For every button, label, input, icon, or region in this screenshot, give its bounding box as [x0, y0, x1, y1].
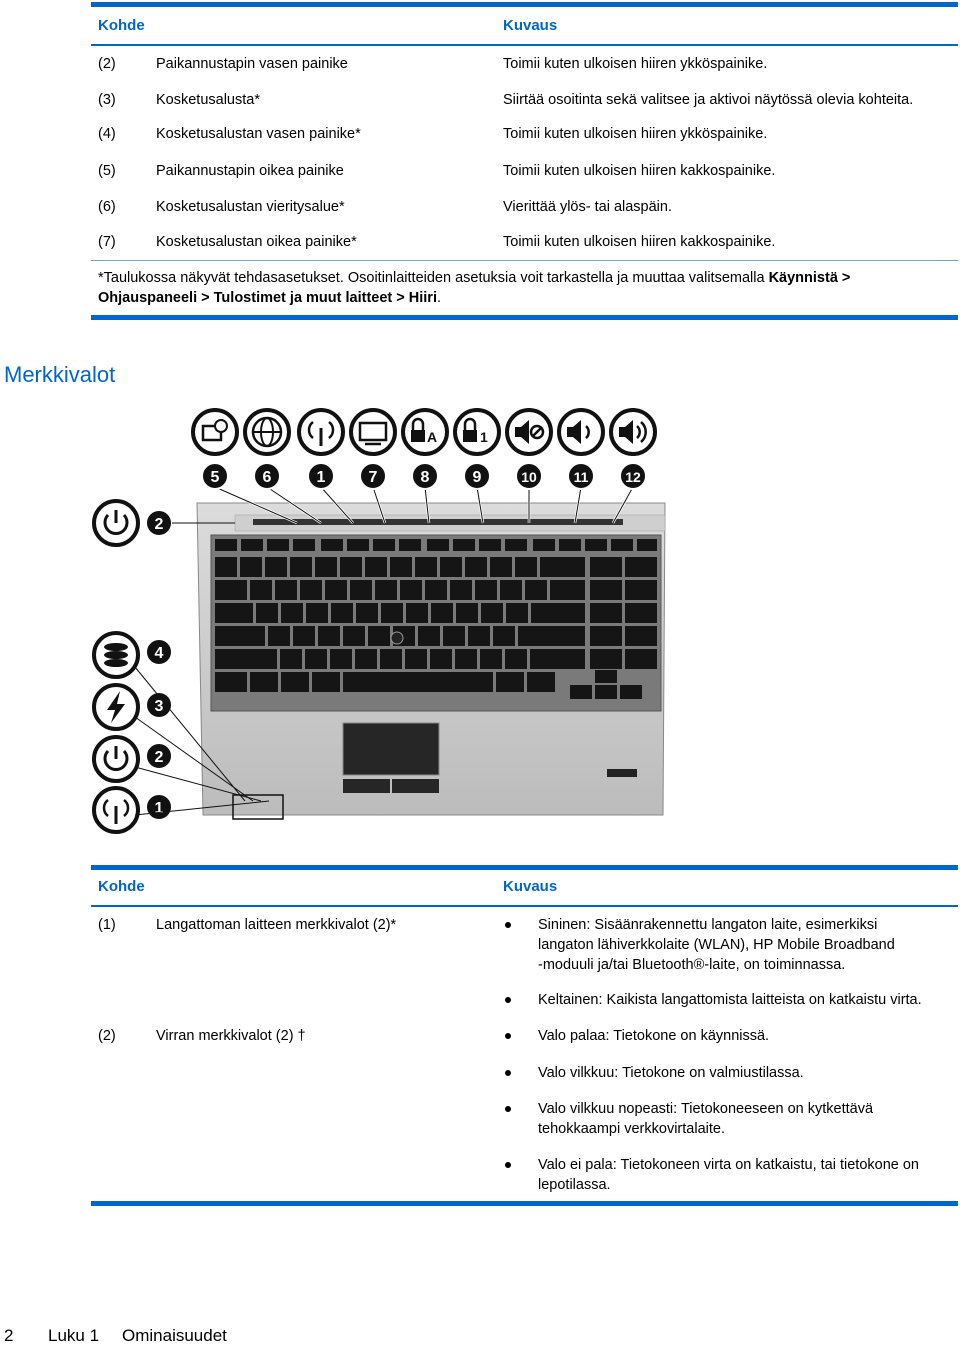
table2-top-rule — [91, 865, 958, 870]
bullet — [505, 997, 511, 1003]
email-icon — [193, 410, 237, 454]
table2-bottom-rule — [91, 1201, 958, 1206]
row-item: Kosketusalustan oikea painike* — [156, 234, 357, 250]
row-item: Kosketusalustan vieritysalue* — [156, 199, 345, 215]
callout-number: 5 — [210, 469, 220, 486]
row-item: Kosketusalustan vasen painike* — [156, 126, 361, 142]
row-item: Paikannustapin vasen painike — [156, 56, 348, 72]
table1-footnote — [98, 268, 928, 308]
footnote-path-printers: Tulostimet ja muut laitteet — [213, 290, 393, 306]
callout-number: 1 — [154, 800, 164, 817]
footnote-end: . — [436, 290, 442, 306]
row-desc: Toimii kuten ulkoisen hiiren ykköspainike. — [503, 56, 768, 72]
row-item: Paikannustapin oikea painike — [156, 163, 344, 179]
wireless-icon — [299, 410, 343, 454]
row-desc: -moduuli ja/tai Bluetooth®-laite, on toiminnassa. — [538, 957, 846, 973]
row-number: (7) — [98, 234, 116, 250]
row-desc: lepotilassa. — [538, 1177, 611, 1193]
drive-icon — [94, 633, 138, 677]
callout-number: 9 — [472, 469, 482, 486]
table2-header-item: Kohde — [98, 878, 145, 895]
power-callout — [146, 510, 172, 536]
row-desc: Sininen: Sisäänrakennettu langaton laite, esimerkiksi — [538, 917, 878, 933]
footnote-text: *Taulukossa näkyvät tehdasasetukset. Osoitinlaitteiden asetuksia voit tarkastella ja muuttaa valitsemalla — [98, 270, 769, 286]
top-callouts — [202, 463, 646, 489]
table1-header-rule — [91, 44, 958, 46]
top-icons — [193, 410, 655, 454]
row-desc: Valo vilkkuu: Tietokone on valmiustilassa. — [538, 1065, 804, 1081]
chapter-label: Luku 1 — [48, 1326, 100, 1345]
row-desc: Valo palaa: Tietokone on käynnissä. — [538, 1028, 770, 1044]
row-desc: tehokkaampi verkkovirtalaite. — [538, 1121, 725, 1137]
bullet — [505, 1070, 511, 1076]
callout-number: 12 — [625, 469, 641, 485]
row-desc: Toimii kuten ulkoisen hiiren kakkospainike. — [503, 234, 776, 250]
callout-number: 10 — [521, 469, 537, 485]
power-icon — [94, 501, 138, 545]
footnote-path-control-panel: Ohjauspaneeli — [98, 290, 198, 306]
row-desc: Vierittää ylös- tai alaspäin. — [503, 199, 672, 215]
callout-number: 8 — [420, 469, 430, 486]
row-number: (5) — [98, 163, 116, 179]
num-lock-icon — [455, 410, 499, 454]
row-number: (4) — [98, 126, 116, 142]
row-desc: Siirtää osoitinta sekä valitsee ja aktivoi näytössä olevia kohteita. — [503, 92, 914, 108]
footnote-path-mouse: Hiiri — [408, 290, 437, 306]
mute-icon — [507, 410, 551, 454]
bullet — [505, 1106, 511, 1112]
keyboard-lights-figure — [85, 405, 675, 835]
volume-up-icon — [611, 410, 655, 454]
row-desc: Valo ei pala: Tietokoneen virta on katkaistu, tai tietokone on — [538, 1157, 920, 1173]
row-desc: Toimii kuten ulkoisen hiiren ykköspainike. — [503, 126, 768, 142]
table1-footnote-rule — [91, 260, 958, 261]
footnote-separator: > — [392, 290, 409, 306]
row-desc: Valo vilkkuu nopeasti: Tietokoneeseen on kytkettävä — [538, 1101, 874, 1117]
bullet — [505, 1033, 511, 1039]
section-title: Merkkivalot — [4, 362, 116, 387]
presentation-icon — [351, 410, 395, 454]
chapter-title: Ominaisuudet — [122, 1326, 227, 1345]
power-icon — [94, 737, 138, 781]
callout-number: 6 — [262, 469, 272, 486]
callout-number: 3 — [154, 698, 164, 715]
table2-header-rule — [91, 905, 958, 907]
page-number: 2 — [4, 1326, 14, 1345]
row-number: (2) — [98, 56, 116, 72]
battery-icon — [94, 685, 138, 729]
row-number: (3) — [98, 92, 116, 108]
callout-number: 1 — [316, 469, 326, 486]
footnote-separator: > — [837, 270, 851, 286]
row-desc: Keltainen: Kaikista langattomista laitteista on katkaistu virta. — [538, 992, 922, 1008]
bullet — [505, 922, 511, 928]
table1-top-rule — [91, 2, 958, 7]
row-desc: langaton lähiverkkolaite (WLAN), HP Mobile Broadband — [538, 937, 895, 953]
web-icon — [245, 410, 289, 454]
table2-header-desc: Kuvaus — [503, 878, 558, 895]
callout-number: 11 — [573, 469, 589, 485]
footnote-path-start: Käynnistä — [768, 270, 838, 286]
callout-number: 2 — [154, 749, 164, 766]
row-item: Kosketusalusta* — [156, 92, 260, 108]
bullet — [505, 1162, 511, 1168]
keyboard — [211, 535, 661, 711]
row-desc: Toimii kuten ulkoisen hiiren kakkospainike. — [503, 163, 776, 179]
callout-number: 7 — [368, 469, 378, 486]
row-number: (6) — [98, 199, 116, 215]
callout-number: 4 — [154, 645, 164, 662]
table1-bottom-rule — [91, 315, 958, 320]
callout-number: 2 — [154, 516, 164, 533]
caps-lock-icon — [403, 410, 447, 454]
svg-text:A: A — [427, 429, 438, 445]
row-item: Virran merkkivalot (2) † — [156, 1028, 306, 1044]
volume-down-icon — [559, 410, 603, 454]
row-number: (1) — [98, 917, 116, 933]
table1-header-desc: Kuvaus — [503, 17, 558, 34]
row-number: (2) — [98, 1028, 116, 1044]
wireless-icon — [94, 788, 138, 832]
footnote-separator: > — [197, 290, 214, 306]
svg-text:1: 1 — [480, 429, 488, 445]
row-item: Langattoman laitteen merkkivalot (2)* — [156, 917, 397, 933]
table1-header-item: Kohde — [98, 17, 145, 34]
